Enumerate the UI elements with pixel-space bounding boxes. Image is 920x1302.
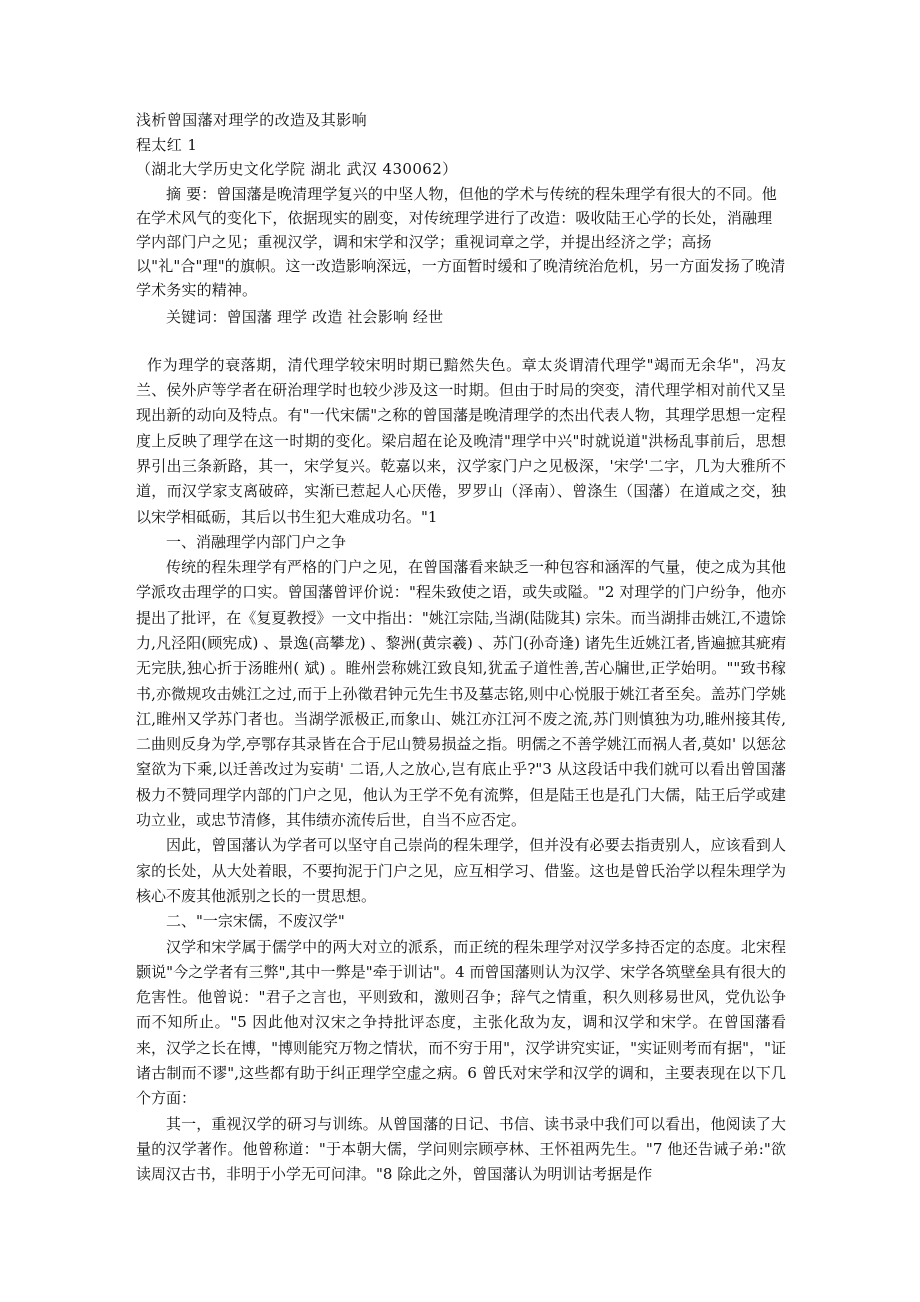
paper-header	[136, 108, 786, 182]
paper-title: 浅析曾国藩对理学的改造及其影响	[136, 111, 368, 129]
intro-paragraph: 作为理学的衰落期，清代理学较宋明时期已黯然失色。章太炎谓清代理学"竭而无余华"，冯友兰、侯外庐等学者在研治理学时也较少涉及这一时期。但由于时局的突变，清代理学相对前代又呈现出新的动向及特点。有"一代宋儒"之称的曾国藩是晚清理学的杰出代表人物，其理学思想一定程度上反映了理学在这一时期的变化。梁启超在论及晚清"理学中兴"时就说道"洪杨乱事前后，思想界引出三条新路，其一，宋学复兴。乾嘉以来，汉学家门户之见极深，'宋学'二字，几为大雅所不道，而汉学家支离破碎，实渐已惹起人心厌倦，罗罗山（泽南）、曾涤生（国藩）在道咸之交，独以宋学相砥砺，其后以书生犯大难成功名。"1	[136, 355, 786, 526]
author-affiliation: （湖北大学历史文化学院 湖北 武汉 430062）	[136, 160, 458, 178]
keywords-line: 关键词：曾国藩 理学 改造 社会影响 经世	[166, 307, 444, 326]
section-heading-2: 二、"一宗宋儒，不废汉学"	[166, 912, 345, 931]
document-page	[136, 108, 786, 1188]
author-name: 程太红 1	[136, 135, 198, 154]
abstract-block	[136, 182, 786, 329]
body-text	[136, 353, 786, 1188]
section2-paragraph-1: 汉学和宋学属于儒学中的两大对立的派系，而正统的程朱理学对汉学多持否定的态度。北宋程颢说"今之学者有三弊",其中一弊是"牵于训诂"。4 而曾国藩则认为汉学、宋学各筑壁垒具有很大的危害性。他曾说："君子之言也，平则致和，激则召争；辞气之情重，积久则移易世风，党仇讼争而不知所止。"5 因此他对汉宋之争持批评态度，主张化敌为友，调和汉学和宋学。在曾国藩看来，汉学之长在博，"博则能究万物之情状，而不穷于用"，汉学讲究实证，"实证则考而有据"，"证诸古制而不谬",这些都有助于纠正理学空虚之病。6 曾氏对宋学和汉学的调和，主要表现在以下几个方面：	[136, 937, 786, 1108]
section2-paragraph-2: 其一，重视汉学的研习与训练。从曾国藩的日记、书信、读书录中我们可以看出，他阅读了大量的汉学著作。他曾称道："于本朝大儒，学问则宗顾亭林、王怀祖两先生。"7 他还告诫子弟:"欲读周汉古书，非明于小学无可问津。"8 除此之外，曾国藩认为明训诂考据是作	[136, 1114, 786, 1184]
section-heading-1: 一、消融理学内部门户之争	[166, 532, 347, 551]
abstract-text: 摘 要：曾国藩是晚清理学复兴的中坚人物，但他的学术与传统的程朱理学有很大的不同。他在学术风气的变化下，依据现实的剧变，对传统理学进行了改造：吸收陆王心学的长处，消融理学内部门户之见；重视汉学，调和宋学和汉学；重视词章之学，并提出经济之学；高扬以"礼"合"理"的旗帜。这一改造影响深远，一方面暂时缓和了晚清统治危机，另一方面发扬了晚清学术务实的精神。	[136, 184, 786, 300]
section1-paragraph-2: 因此，曾国藩认为学者可以坚守自己崇尚的程朱理学，但并没有必要去指责别人，应该看到人家的长处，从大处着眼，不要拘泥于门户之见，应互相学习、借鉴。这也是曾氏治学以程朱理学为核心不废其他派别之长的一贯思想。	[136, 836, 786, 905]
section1-paragraph-1: 传统的程朱理学有严格的门户之见，在曾国藩看来缺乏一种包容和涵浑的气量，使之成为其他学派攻击理学的口实。曾国藩曾评价说："程朱致使之语，或失或隘。"2 对理学的门户纷争，他亦提出了批评，在《复夏教授》一文中指出："姚江宗陆,当湖(陆陇其) 宗朱。而当湖排击姚江,不遗馀力,凡泾阳(顾宪成) 、景逸(高攀龙) 、黎洲(黄宗羲) 、苏门(孙奇逢) 诸先生近姚江者,皆遍摭其疵痏无完肤,独心折于汤睢州( 斌) 。睢州尝称姚江致良知,犹孟子道性善,苦心牖世,正学始明。""致书稼书,亦微规攻击姚江之过,而于上孙徵君钟元先生书及墓志铭,则中心悦服于姚江者至矣。盖苏门学姚江,睢州又学苏门者也。当湖学派极正,而象山、姚江亦江河不废之流,苏门则慎独为功,睢州接其传,二曲则反身为学,亭鄂存其录皆在合于尼山赞易损益之指。明儒之不善学姚江而祸人者,莫如' 以惩忿窒欲为下乘,以迁善改过为妄萌' 二语,人之放心,岂有底止乎?"3 从这段话中我们就可以看出曾国藩极力不赞同理学内部的门户之见，他认为王学不免有流弊，但是陆王也是孔门大儒，陆王后学或建功立业，或忠节清修，其伟绩亦流传后世，自当不应否定。	[136, 558, 786, 830]
